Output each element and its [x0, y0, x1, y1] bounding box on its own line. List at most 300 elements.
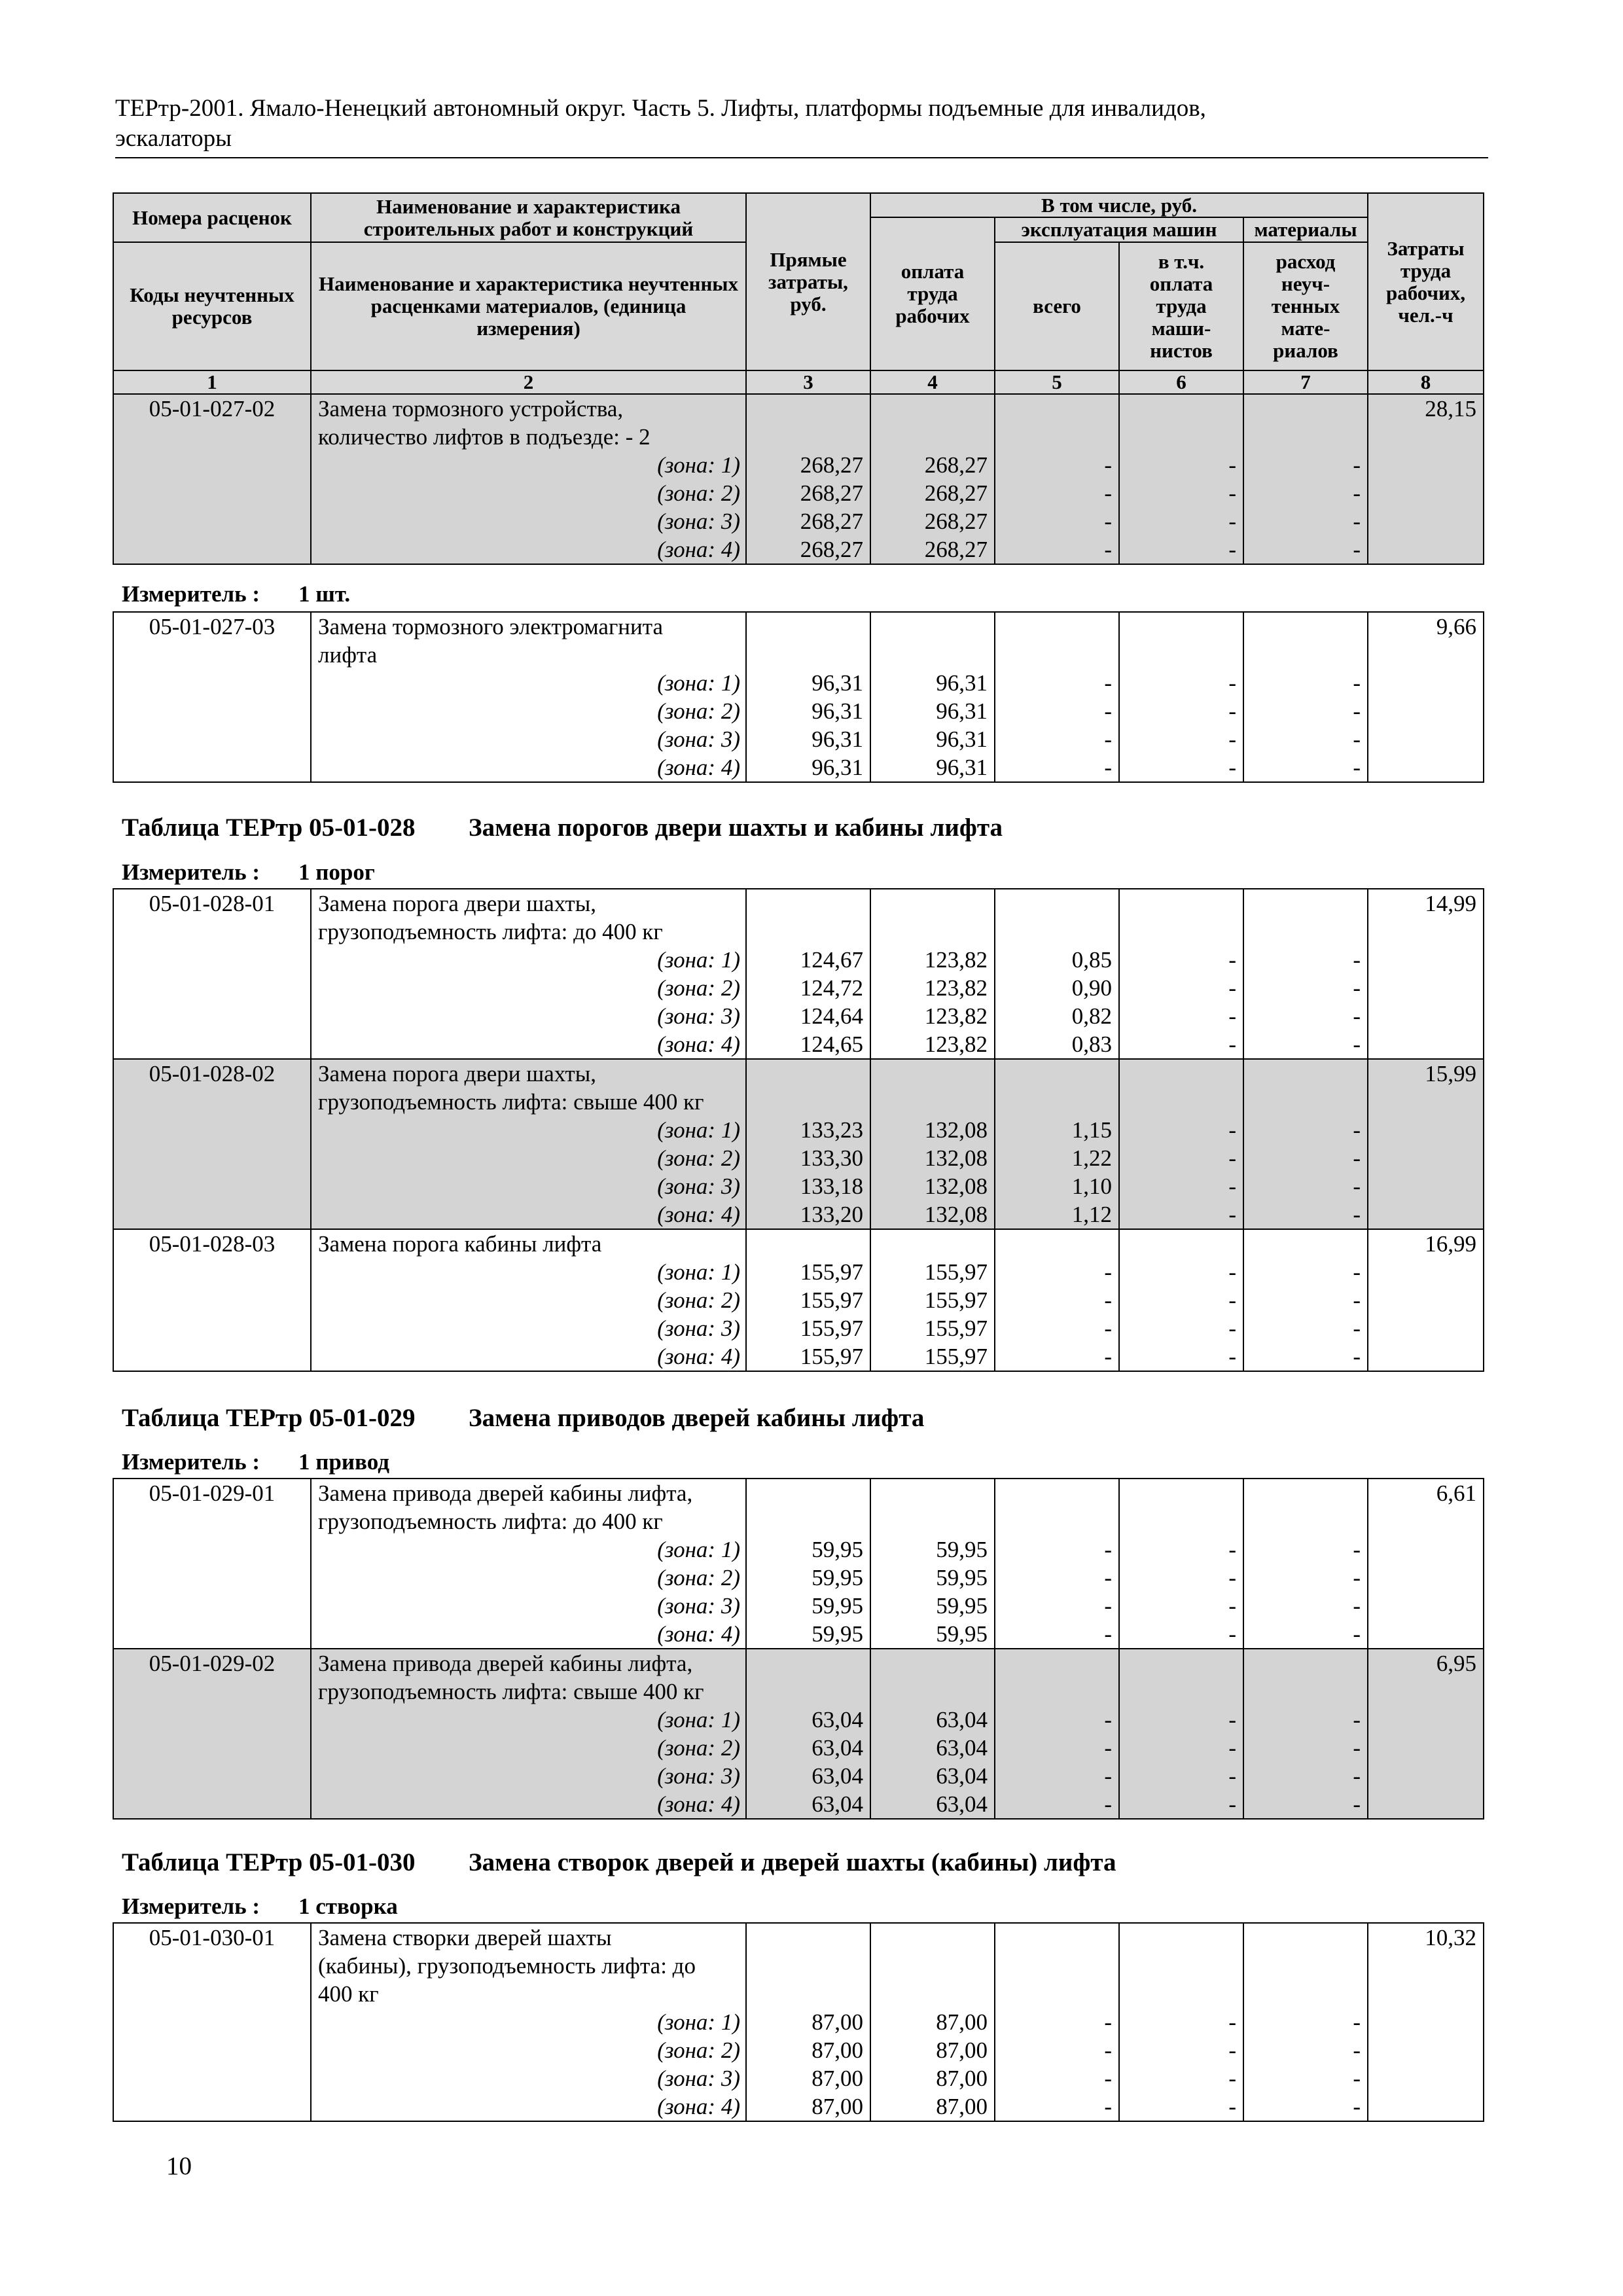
zone-value: -	[1228, 1791, 1236, 1817]
zone-label: (зона: 3)	[657, 1593, 740, 1619]
zone-value: -	[1353, 1735, 1361, 1761]
labor-cell	[1368, 889, 1484, 1059]
blank-line	[1125, 1952, 1236, 1980]
value-cell	[1243, 1649, 1368, 1819]
page-number: 10	[166, 2152, 192, 2180]
zone-label: (зона: 2)	[657, 2037, 740, 2063]
zone-value: 87,00	[812, 2037, 863, 2063]
zone-label: (зона: 4)	[657, 1031, 740, 1057]
table-name: Замена приводов дверей кабины лифта	[469, 1404, 925, 1432]
zone-value: -	[1353, 2066, 1361, 2091]
value-cell	[1119, 612, 1243, 782]
zone-label: (зона: 3)	[657, 1316, 740, 1341]
blank-line	[1125, 1677, 1236, 1706]
zone-value: -	[1104, 1593, 1112, 1619]
value-cell	[995, 612, 1119, 782]
measure-4	[122, 1893, 398, 1920]
zone-value: 123,82	[924, 947, 988, 973]
zone-value: 59,95	[936, 1537, 988, 1562]
blank-line	[876, 1479, 988, 1507]
rate-name-cell	[311, 1479, 746, 1649]
rate-item	[113, 394, 1484, 564]
labor-value: 10,32	[1425, 1925, 1476, 1950]
blank-line	[1249, 1952, 1361, 1980]
zone-value: 155,97	[924, 1316, 988, 1341]
blank-line	[1125, 1980, 1236, 2008]
zone-value: 1,15	[1071, 1117, 1112, 1143]
zone-value: 268,27	[924, 509, 988, 534]
zone-value: -	[1104, 2009, 1112, 2035]
labor-value: 15,99	[1425, 1061, 1476, 1086]
value-cell	[1243, 612, 1368, 782]
blank-line	[1249, 1230, 1361, 1258]
labor-cell	[1368, 1229, 1484, 1371]
zone-label: (зона: 3)	[657, 1003, 740, 1029]
blank-line	[752, 918, 863, 946]
blank-line	[876, 1924, 988, 1952]
rate-name-line: Замена привода дверей кабины лифта,	[318, 1651, 693, 1676]
zone-value: -	[1353, 452, 1361, 478]
zone-value: -	[1353, 1593, 1361, 1619]
rate-code: 05-01-027-03	[149, 614, 276, 639]
zone-value: -	[1353, 975, 1361, 1001]
zone-value: -	[1228, 2009, 1236, 2035]
rate-item	[113, 1229, 1484, 1371]
zone-value: -	[1353, 509, 1361, 534]
col-number: 1	[113, 370, 311, 394]
zone-value: 155,97	[800, 1259, 863, 1285]
zone-value: 87,00	[936, 2009, 988, 2035]
col-head-materials: материалы	[1243, 217, 1368, 242]
blank-line	[1125, 1230, 1236, 1258]
value-cell	[870, 1479, 995, 1649]
rate-name-line: Замена привода дверей кабины лифта,	[318, 1480, 693, 1506]
value-cell	[870, 1923, 995, 2121]
zone-value: -	[1353, 1316, 1361, 1341]
col-head-labor-costs: Затраты труда рабочих, чел.-ч	[1368, 193, 1484, 370]
zone-value: 96,31	[936, 698, 988, 724]
zone-value: -	[1228, 1763, 1236, 1789]
zone-value: 87,00	[812, 2094, 863, 2119]
col-head-direct-costs: Прямые затраты, руб.	[746, 193, 870, 370]
header-line-2: эскалаторы	[115, 125, 232, 152]
zone-value: -	[1228, 2094, 1236, 2119]
blank-line	[1001, 613, 1112, 641]
value-cell	[1119, 1229, 1243, 1371]
blank-line	[752, 1980, 863, 2008]
zone-value: 268,27	[800, 509, 863, 534]
measure-label: Измеритель :	[122, 1449, 260, 1475]
zone-value: -	[1104, 1316, 1112, 1341]
blank-line	[1249, 1649, 1361, 1677]
rate-code-cell	[113, 1923, 311, 2121]
blank-line	[752, 423, 863, 451]
measure-label: Измеритель :	[122, 859, 260, 885]
zone-value: -	[1228, 1735, 1236, 1761]
zone-label: (зона: 4)	[657, 1621, 740, 1647]
zone-value: 59,95	[812, 1621, 863, 1647]
col-number: 4	[870, 370, 995, 394]
zone-value: 63,04	[812, 1707, 863, 1732]
value-cell	[1243, 1923, 1368, 2121]
zone-value: 123,82	[924, 975, 988, 1001]
blank-line	[1125, 1088, 1236, 1116]
zone-value: -	[1104, 1621, 1112, 1647]
blank-line	[1001, 423, 1112, 451]
zone-value: -	[1104, 1707, 1112, 1732]
value-cell	[870, 889, 995, 1059]
zone-value: -	[1228, 1344, 1236, 1369]
zone-value: -	[1228, 1287, 1236, 1313]
zone-value: 0,85	[1071, 947, 1112, 973]
labor-value: 14,99	[1425, 891, 1476, 916]
value-cell	[746, 889, 870, 1059]
table-name: Замена порогов двери шахты и кабины лифта	[469, 814, 1003, 842]
rate-code: 05-01-028-02	[149, 1061, 276, 1086]
blank-line	[1125, 1649, 1236, 1677]
measure-unit: 1 порог	[298, 859, 375, 885]
zone-value: -	[1228, 1707, 1236, 1732]
rate-code-cell	[113, 1479, 311, 1649]
labor-cell	[1368, 394, 1484, 564]
zone-label: (зона: 3)	[657, 1174, 740, 1199]
labor-cell	[1368, 612, 1484, 782]
zone-value: 59,95	[936, 1621, 988, 1647]
zone-label: (зона: 3)	[657, 1763, 740, 1789]
zone-value: -	[1228, 975, 1236, 1001]
zone-value: -	[1104, 1791, 1112, 1817]
zone-value: -	[1104, 1565, 1112, 1590]
zone-value: -	[1104, 1735, 1112, 1761]
blank-line	[1001, 1924, 1112, 1952]
zone-label: (зона: 1)	[657, 1117, 740, 1143]
blank-line	[1125, 1507, 1236, 1535]
zone-value: 96,31	[812, 698, 863, 724]
zone-value: 0,82	[1071, 1003, 1112, 1029]
zone-label: (зона: 1)	[657, 452, 740, 478]
zone-value: -	[1104, 1344, 1112, 1369]
zone-value: -	[1104, 1287, 1112, 1313]
zone-label: (зона: 1)	[657, 670, 740, 696]
value-cell	[870, 1649, 995, 1819]
zone-label: (зона: 2)	[657, 1145, 740, 1171]
value-cell	[1119, 1923, 1243, 2121]
zone-value: -	[1353, 1031, 1361, 1057]
rates-table-2	[113, 611, 1484, 783]
zone-label: (зона: 4)	[657, 1202, 740, 1227]
table-title-029	[122, 1403, 924, 1433]
labor-cell	[1368, 1479, 1484, 1649]
zone-value: 59,95	[812, 1593, 863, 1619]
zone-value: -	[1228, 480, 1236, 506]
zone-value: -	[1353, 480, 1361, 506]
zone-value: -	[1353, 1791, 1361, 1817]
rate-name-cell	[311, 889, 746, 1059]
running-header	[115, 94, 1489, 154]
labor-value: 28,15	[1425, 396, 1477, 422]
zone-value: 96,31	[812, 726, 863, 752]
rate-name-line: Замена порога двери шахты,	[318, 891, 596, 916]
blank-line	[876, 395, 988, 423]
rate-name-cell	[311, 1649, 746, 1819]
zone-value: 59,95	[936, 1565, 988, 1590]
zone-value: -	[1353, 1145, 1361, 1171]
rate-name-line: Замена створки дверей шахты	[318, 1925, 612, 1950]
zone-value: 59,95	[936, 1593, 988, 1619]
rate-name-cell	[311, 612, 746, 782]
zone-value: -	[1104, 698, 1112, 724]
blank-line	[752, 1230, 863, 1258]
blank-line	[752, 889, 863, 918]
labor-cell	[1368, 1649, 1484, 1819]
col-number: 3	[746, 370, 870, 394]
blank-line	[876, 1230, 988, 1258]
zone-value: -	[1353, 537, 1361, 562]
table-code: Таблица ТЕРтр 05-01-028	[122, 814, 416, 842]
zone-label: (зона: 2)	[657, 1565, 740, 1590]
zone-value: -	[1104, 480, 1112, 506]
zone-value: 96,31	[936, 726, 988, 752]
zone-value: 124,72	[800, 975, 863, 1001]
zone-value: 87,00	[936, 2066, 988, 2091]
blank-line	[1125, 423, 1236, 451]
zone-value: 133,20	[800, 1202, 863, 1227]
blank-line	[876, 423, 988, 451]
zone-value: 63,04	[936, 1791, 988, 1817]
value-cell	[870, 1059, 995, 1229]
zone-value: -	[1104, 1259, 1112, 1285]
zone-value: 87,00	[936, 2094, 988, 2119]
zone-value: 155,97	[924, 1344, 988, 1369]
measure-unit: 1 створка	[298, 1893, 398, 1919]
rate-code: 05-01-029-02	[149, 1651, 276, 1676]
labor-value: 16,99	[1425, 1231, 1476, 1257]
zone-value: -	[1228, 452, 1236, 478]
zone-value: -	[1104, 755, 1112, 780]
col-number: 7	[1243, 370, 1368, 394]
rate-name-line: Замена тормозного электромагнита	[318, 614, 664, 639]
zone-value: 133,30	[800, 1145, 863, 1171]
blank-line	[876, 1980, 988, 2008]
zone-value: 124,65	[800, 1031, 863, 1057]
zone-value: -	[1353, 1763, 1361, 1789]
measure-label: Измеритель :	[122, 1893, 260, 1919]
zone-value: -	[1353, 726, 1361, 752]
blank-line	[1249, 1060, 1361, 1088]
zone-value: -	[1228, 1031, 1236, 1057]
blank-line	[752, 1507, 863, 1535]
blank-line	[876, 1649, 988, 1677]
value-cell	[746, 1923, 870, 2121]
rate-code: 05-01-028-01	[149, 891, 276, 916]
value-cell	[995, 889, 1119, 1059]
header-rule	[115, 157, 1488, 158]
zone-value: -	[1104, 726, 1112, 752]
blank-line	[1001, 1677, 1112, 1706]
zone-value: -	[1104, 2094, 1112, 2119]
zone-value: 0,90	[1071, 975, 1112, 1001]
rates-table-4	[113, 1478, 1484, 1820]
rate-name-cell	[311, 1923, 746, 2121]
rate-item	[113, 1059, 1484, 1229]
blank-line	[1001, 1952, 1112, 1980]
zone-value: 155,97	[800, 1316, 863, 1341]
rate-code-cell	[113, 889, 311, 1059]
zone-value: -	[1228, 1202, 1236, 1227]
zone-value: -	[1228, 1593, 1236, 1619]
value-cell	[746, 1479, 870, 1649]
zone-value: 96,31	[812, 755, 863, 780]
zone-value: 123,82	[924, 1031, 988, 1057]
blank-line	[876, 889, 988, 918]
blank-line	[1001, 1980, 1112, 2008]
value-cell	[1119, 1059, 1243, 1229]
value-cell	[1119, 394, 1243, 564]
measure-1	[122, 581, 350, 607]
rate-code-cell	[113, 1649, 311, 1819]
value-cell	[746, 1229, 870, 1371]
zone-value: -	[1228, 1316, 1236, 1341]
blank-line	[1125, 395, 1236, 423]
blank-line	[1249, 889, 1361, 918]
zone-label: (зона: 3)	[657, 2066, 740, 2091]
zone-value: -	[1228, 1117, 1236, 1143]
blank-line	[1001, 641, 1112, 669]
zone-value: -	[1228, 698, 1236, 724]
labor-value: 6,61	[1436, 1480, 1476, 1506]
rate-name-line: грузоподъемность лифта: свыше 400 кг	[318, 1679, 704, 1704]
col-head-wages: оплата труда рабочих	[870, 217, 995, 370]
zone-label: (зона: 2)	[657, 480, 740, 506]
zone-label: (зона: 4)	[657, 1344, 740, 1369]
blank-line	[1249, 613, 1361, 641]
zone-value: -	[1228, 1565, 1236, 1590]
blank-line	[1001, 1649, 1112, 1677]
blank-line	[876, 1507, 988, 1535]
rate-name-line: Замена порога двери шахты,	[318, 1061, 596, 1086]
blank-line	[1249, 395, 1361, 423]
zone-value: 87,00	[812, 2009, 863, 2035]
zone-value: -	[1228, 1174, 1236, 1199]
col-number: 8	[1368, 370, 1484, 394]
zone-label: (зона: 4)	[657, 537, 740, 562]
zone-value: -	[1228, 2066, 1236, 2091]
col-number: 2	[311, 370, 746, 394]
col-head-machines-total: всего	[995, 242, 1119, 370]
rate-item	[113, 1923, 1484, 2121]
zone-label: (зона: 1)	[657, 947, 740, 973]
value-cell	[995, 1059, 1119, 1229]
zone-value: 1,22	[1071, 1145, 1112, 1171]
zone-value: 155,97	[800, 1287, 863, 1313]
zone-value: -	[1104, 1537, 1112, 1562]
rates-table-5	[113, 1922, 1484, 2122]
zone-value: -	[1104, 2037, 1112, 2063]
blank-line	[752, 395, 863, 423]
value-cell	[1119, 1479, 1243, 1649]
zone-value: 87,00	[812, 2066, 863, 2091]
zone-value: -	[1228, 670, 1236, 696]
zone-label: (зона: 1)	[657, 2009, 740, 2035]
value-cell	[995, 1923, 1119, 2121]
blank-line	[1001, 1479, 1112, 1507]
blank-line	[752, 1649, 863, 1677]
zone-label: (зона: 4)	[657, 1791, 740, 1817]
rate-name-line: Замена тормозного устройства,	[318, 396, 624, 422]
value-cell	[746, 612, 870, 782]
rate-name-line: грузоподъемность лифта: до 400 кг	[318, 1509, 663, 1534]
zone-value: -	[1104, 537, 1112, 562]
zone-value: 0,83	[1071, 1031, 1112, 1057]
col-head-operator-wages: в т.ч. оплата труда маши-нистов	[1119, 242, 1243, 370]
zone-value: 59,95	[812, 1537, 863, 1562]
zone-value: -	[1104, 509, 1112, 534]
blank-line	[1125, 1479, 1236, 1507]
measure-3	[122, 1449, 389, 1475]
blank-line	[1001, 1060, 1112, 1088]
zone-value: 124,64	[800, 1003, 863, 1029]
value-cell	[746, 394, 870, 564]
measure-2	[122, 859, 375, 886]
zone-value: -	[1228, 1259, 1236, 1285]
blank-line	[876, 641, 988, 669]
zone-value: 268,27	[800, 452, 863, 478]
zone-value: -	[1353, 1707, 1361, 1732]
rate-code-cell	[113, 1059, 311, 1229]
zone-value: 133,23	[800, 1117, 863, 1143]
zone-value: -	[1353, 698, 1361, 724]
zone-value: -	[1353, 2009, 1361, 2035]
blank-line	[876, 1677, 988, 1706]
rates-table-1	[113, 192, 1484, 565]
zone-value: -	[1353, 1202, 1361, 1227]
zone-value: 123,82	[924, 1003, 988, 1029]
blank-line	[1249, 1479, 1361, 1507]
zone-value: 132,08	[924, 1145, 988, 1171]
rate-name-line: грузоподъемность лифта: до 400 кг	[318, 919, 663, 944]
value-cell	[995, 1229, 1119, 1371]
zone-value: 268,27	[924, 452, 988, 478]
table-code: Таблица ТЕРтр 05-01-030	[122, 1848, 416, 1876]
blank-line	[876, 613, 988, 641]
blank-line	[1125, 641, 1236, 669]
zone-value: -	[1228, 537, 1236, 562]
zone-value: -	[1353, 2037, 1361, 2063]
zone-value: 63,04	[936, 1707, 988, 1732]
col-number: 6	[1119, 370, 1243, 394]
zone-value: -	[1104, 670, 1112, 696]
zone-value: 132,08	[924, 1174, 988, 1199]
blank-line	[752, 1952, 863, 1980]
col-head-including: В том числе, руб.	[870, 193, 1368, 217]
col-head-material-name: Наименование и характеристика неучтенных расценками материалов, (единица измерения)	[311, 242, 746, 370]
blank-line	[1249, 918, 1361, 946]
blank-line	[876, 1088, 988, 1116]
blank-line	[752, 1677, 863, 1706]
zone-value: 63,04	[812, 1763, 863, 1789]
rate-code: 05-01-030-01	[149, 1925, 276, 1950]
zone-label: (зона: 2)	[657, 698, 740, 724]
blank-line	[1001, 889, 1112, 918]
blank-line	[752, 1479, 863, 1507]
zone-value: -	[1104, 1763, 1112, 1789]
blank-line	[1001, 1230, 1112, 1258]
zone-value: -	[1104, 452, 1112, 478]
blank-line	[1249, 1088, 1361, 1116]
table-title-030	[122, 1848, 1116, 1877]
rate-name-line: (кабины), грузоподъемность лифта: до	[318, 1953, 696, 1979]
blank-line	[1249, 423, 1361, 451]
